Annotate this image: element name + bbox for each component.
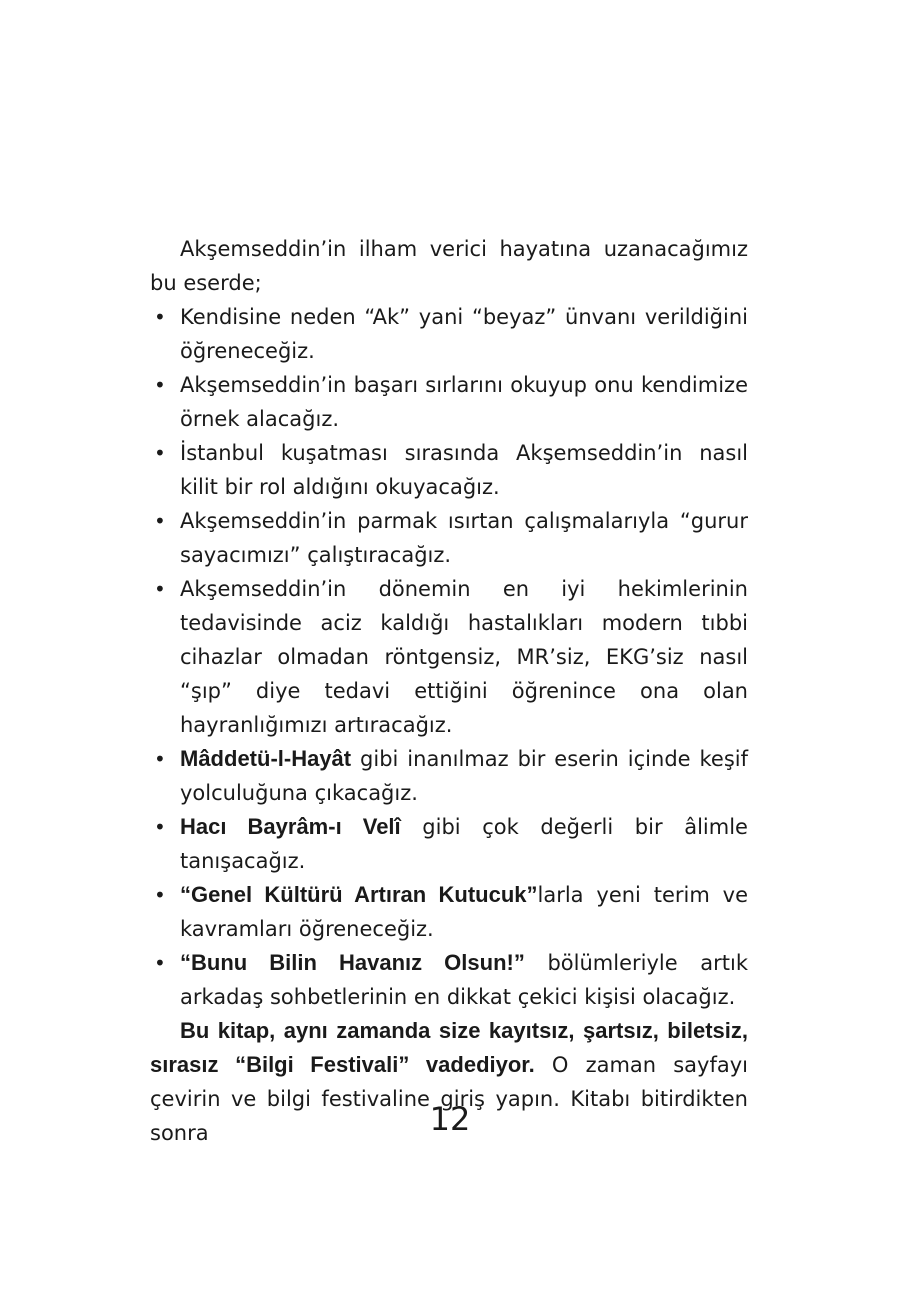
- bullet-text: Akşemseddin’in başarı sırlarını okuyup onu kendimize örnek alacağız.: [180, 373, 748, 431]
- bullet-list: [150, 300, 748, 1014]
- bullet-dot-icon: •: [154, 815, 166, 839]
- bullet-text: larla yeni terim ve kavramları öğreneceğiz.: [180, 883, 748, 941]
- bullet-text: Akşemseddin’in parmak ısırtan çalışmalarıyla “gurur sayacımızı” çalıştıracağız.: [180, 509, 748, 567]
- bullet-dot-icon: •: [154, 951, 166, 975]
- list-item: [150, 300, 748, 368]
- bullet-text: Akşemseddin’in dönemin en iyi hekimlerinin tedavisinde aciz kaldığı hastalıkları modern tıbbi cihazlar olmadan röntgensiz, MR’siz, EKG’siz nasıl “şıp” diye tedavi ettiğini öğrenince ona olan hayranlığımızı artıracağız.: [180, 577, 748, 737]
- page-body: [150, 232, 748, 1150]
- bullet-dot-icon: •: [154, 747, 166, 771]
- list-item: [150, 946, 748, 1014]
- list-item: [150, 572, 748, 742]
- intro-paragraph: Akşemseddin’in ilham verici hayatına uzanacağımız bu eserde;: [150, 237, 748, 295]
- bullet-dot-icon: •: [154, 441, 166, 465]
- bullet-bold-text: “Genel Kültürü Artıran Kutucuk”: [180, 882, 538, 907]
- bullet-dot-icon: •: [154, 577, 166, 601]
- bullet-text: gibi inanılmaz bir eserin içinde keşif yolculuğuna çıkacağız.: [180, 747, 748, 805]
- bullet-dot-icon: •: [154, 883, 166, 907]
- list-item: [150, 810, 748, 878]
- list-item: [150, 368, 748, 436]
- bullet-bold-text: “Bunu Bilin Havanız Olsun!”: [180, 950, 525, 975]
- list-item: [150, 504, 748, 572]
- bullet-text: Kendisine neden “Ak” yani “beyaz” ünvanı verildiğini öğreneceğiz.: [180, 305, 748, 363]
- bullet-text: gibi çok değerli bir âlimle tanışacağız.: [180, 815, 748, 873]
- closing-text: O zaman sayfayı çevirin ve bilgi festivaline giriş yapın. Kitabı bitirdikten sonra: [150, 1053, 748, 1145]
- list-item: [150, 742, 748, 810]
- bullet-text: bölümleriyle artık arkadaş sohbetlerinin en dikkat çekici kişisi olacağız.: [180, 951, 748, 1009]
- bullet-bold-text: Mâddetü-l-Hayât: [180, 746, 352, 771]
- bullet-text: İstanbul kuşatması sırasında Akşemseddin’in nasıl kilit bir rol aldığını okuyacağız.: [180, 441, 748, 499]
- bullet-dot-icon: •: [154, 509, 166, 533]
- list-item: [150, 878, 748, 946]
- page-number: 12: [429, 1100, 471, 1138]
- bullet-bold-text: Hacı Bayrâm-ı Velî: [180, 814, 401, 839]
- list-item: [150, 436, 748, 504]
- closing-bold-text: Bu kitap, aynı zamanda size kayıtsız, şartsız, biletsiz, sırasız “Bilgi Festivali” vadediyor.: [150, 1018, 748, 1077]
- bullet-dot-icon: •: [154, 305, 166, 329]
- bullet-dot-icon: •: [154, 373, 166, 397]
